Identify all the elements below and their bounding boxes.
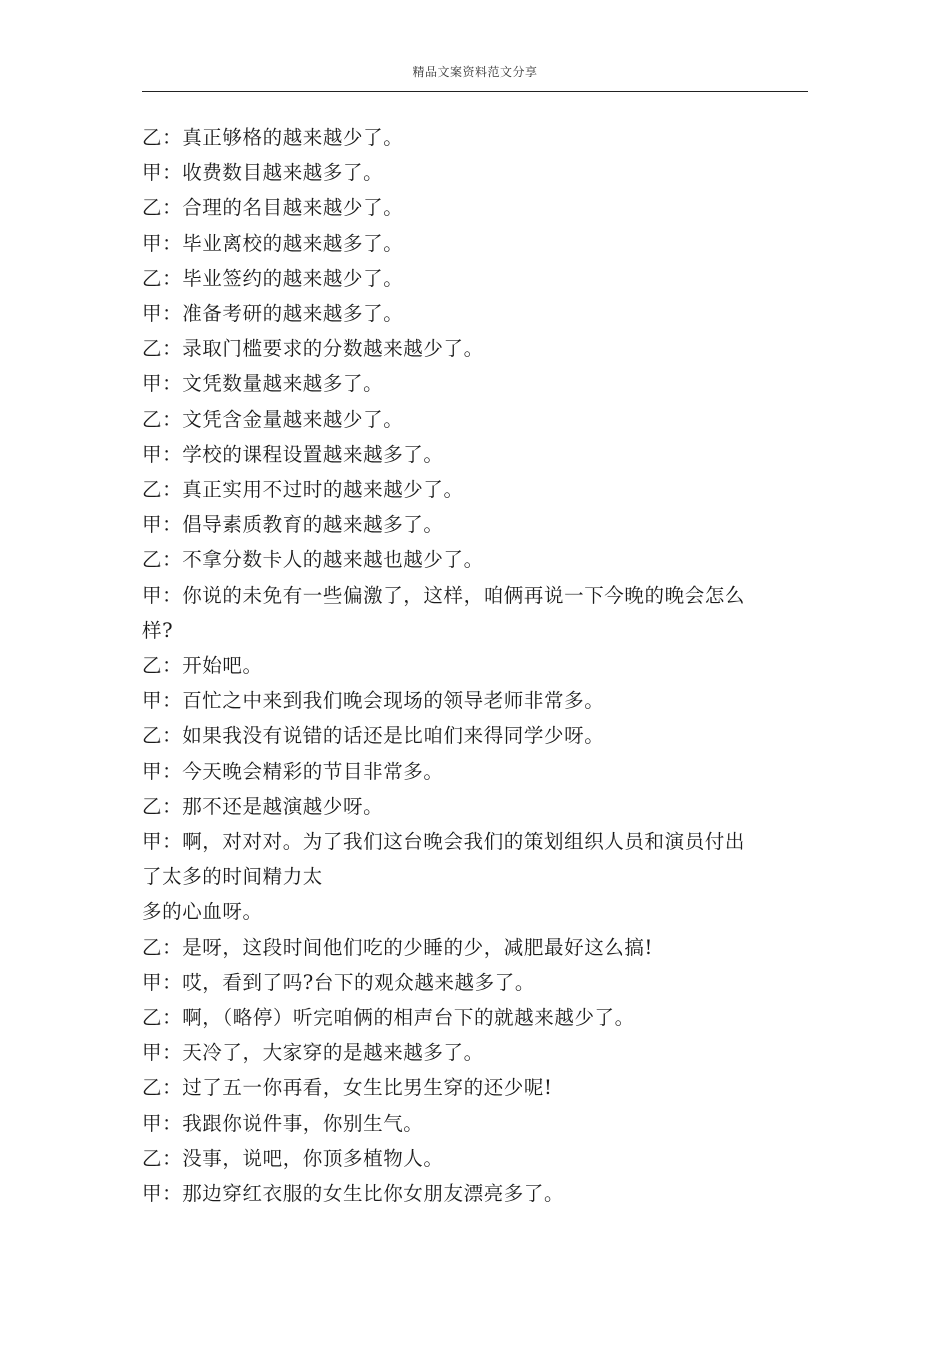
dialogue-line: 乙：如果我没有说错的话还是比咱们来得同学少呀。 bbox=[142, 724, 605, 748]
dialogue-line: 甲：准备考研的越来越多了。 bbox=[142, 302, 404, 326]
dialogue-line: 甲：文凭数量越来越多了。 bbox=[142, 372, 384, 396]
dialogue-line: 多的心血呀。 bbox=[142, 900, 263, 924]
dialogue-line: 甲：哎，看到了吗?台下的观众越来越多了。 bbox=[142, 970, 535, 994]
dialogue-line: 了太多的时间精力太 bbox=[142, 865, 323, 889]
dialogue-line: 样? bbox=[142, 618, 174, 642]
dialogue-line: 乙：过了五一你再看，女生比男生穿的还少呢! bbox=[142, 1076, 553, 1100]
dialogue-line: 甲：今天晚会精彩的节目非常多。 bbox=[142, 759, 444, 783]
dialogue-body bbox=[142, 120, 792, 1211]
dialogue-line: 乙：那不还是越演越少呀。 bbox=[142, 794, 384, 818]
dialogue-line: 甲：百忙之中来到我们晚会现场的领导老师非常多。 bbox=[142, 689, 605, 713]
dialogue-line: 甲：收费数目越来越多了。 bbox=[142, 161, 384, 185]
dialogue-line: 甲：那边穿红衣服的女生比你女朋友漂亮多了。 bbox=[142, 1182, 565, 1206]
dialogue-line: 乙：毕业签约的越来越少了。 bbox=[142, 266, 404, 290]
header-divider bbox=[142, 91, 808, 92]
dialogue-line: 甲：你说的未免有一些偏激了，这样，咱俩再说一下今晚的晚会怎么 bbox=[142, 583, 746, 607]
dialogue-line: 甲：学校的课程设置越来越多了。 bbox=[142, 442, 444, 466]
dialogue-line: 乙：录取门槛要求的分数越来越少了。 bbox=[142, 337, 484, 361]
dialogue-line: 甲：我跟你说件事，你别生气。 bbox=[142, 1111, 424, 1135]
dialogue-line: 乙：没事，说吧，你顶多植物人。 bbox=[142, 1146, 444, 1170]
page-header: 精品文案资料范文分享 bbox=[412, 65, 538, 79]
dialogue-line: 甲：天冷了，大家穿的是越来越多了。 bbox=[142, 1041, 484, 1065]
dialogue-line: 乙：真正够格的越来越少了。 bbox=[142, 126, 404, 149]
dialogue-line: 甲：毕业离校的越来越多了。 bbox=[142, 231, 404, 255]
dialogue-line: 乙：不拿分数卡人的越来越也越少了。 bbox=[142, 548, 484, 572]
dialogue-line: 乙：开始吧。 bbox=[142, 654, 263, 678]
dialogue-line: 乙：真正实用不过时的越来越少了。 bbox=[142, 478, 464, 502]
dialogue-line: 乙：啊，（略停）听完咱俩的相声台下的就越来越少了。 bbox=[142, 1006, 635, 1030]
dialogue-line: 甲：倡导素质教育的越来越多了。 bbox=[142, 513, 444, 537]
dialogue-line: 乙：文凭含金量越来越少了。 bbox=[142, 407, 404, 431]
dialogue-line: 乙：合理的名目越来越少了。 bbox=[142, 196, 404, 220]
dialogue-line: 乙：是呀，这段时间他们吃的少睡的少，减肥最好这么搞! bbox=[142, 935, 653, 959]
dialogue-line: 甲：啊，对对对。为了我们这台晚会我们的策划组织人员和演员付出 bbox=[142, 830, 746, 854]
